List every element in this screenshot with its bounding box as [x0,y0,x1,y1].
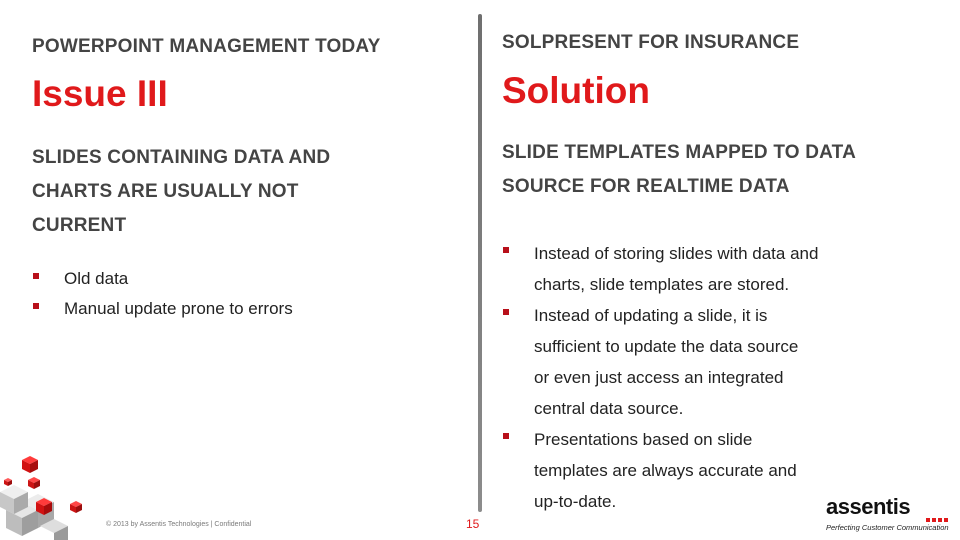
square-bullet-icon [503,433,509,439]
left-bullet-list [32,264,452,324]
copyright-footer: © 2013 by Assentis Technologies | Confidential [106,521,252,528]
grey-cube-cluster [0,485,68,540]
page-number: 15 [466,517,480,531]
assentis-logo [826,494,952,536]
square-bullet-icon [503,309,509,315]
left-title: Issue III [32,73,168,114]
column-divider [478,14,482,512]
right-overline: SOLPRESENT FOR INSURANCE [502,32,800,53]
right-bullet-item [502,300,902,424]
square-bullet-icon [33,273,39,279]
cubes-decoration-icon [0,452,90,540]
left-subheading-line: CURRENT [32,215,127,236]
right-subheading-line: SOURCE FOR REALTIME DATA [502,176,790,197]
bullet-line: sufficient to update the data source [534,337,799,356]
left-overline: POWERPOINT MANAGEMENT TODAY [32,36,381,57]
brand-name: assentis [826,494,911,519]
right-subheading [502,136,856,204]
left-subheading-line: SLIDES CONTAINING DATA AND [32,147,331,168]
right-bullet-list [502,238,902,517]
bullet-line: Presentations based on slide [534,430,753,449]
left-subheading [32,141,330,243]
bullet-line: Instead of storing slides with data and [534,244,819,263]
bullet-line: templates are always accurate and [534,461,797,480]
bullet-line: or even just access an integrated [534,368,784,387]
bullet-text: Manual update prone to errors [64,299,293,318]
bullet-line: up-to-date. [534,492,617,511]
bullet-text: Old data [64,269,129,288]
left-bullet-item [32,264,452,294]
left-subheading-line: CHARTS ARE USUALLY NOT [32,181,299,202]
right-bullet-item [502,238,902,300]
bullet-line: Instead of updating a slide, it is [534,306,768,325]
bullet-line: central data source. [534,399,684,418]
bullet-line: charts, slide templates are stored. [534,275,790,294]
left-bullet-item [32,294,452,324]
right-title: Solution [502,70,650,111]
brand-tagline: Perfecting Customer Communication [826,523,949,532]
square-bullet-icon [33,303,39,309]
square-bullet-icon [503,247,509,253]
right-subheading-line: SLIDE TEMPLATES MAPPED TO DATA [502,142,856,163]
